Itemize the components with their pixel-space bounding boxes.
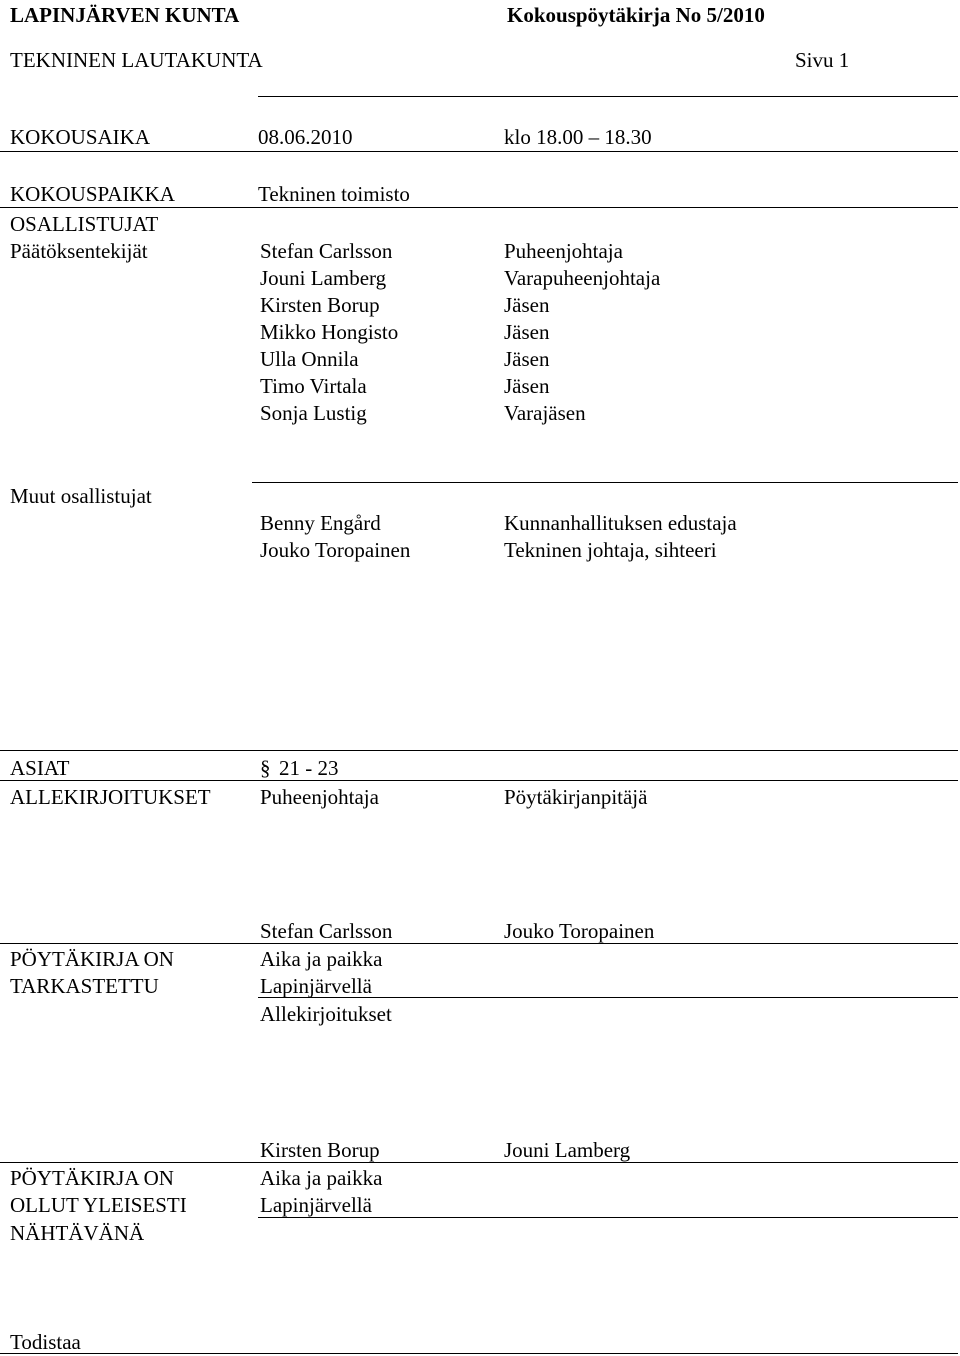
chair-name: Stefan Carlsson <box>260 919 393 943</box>
footer-divider <box>0 1353 958 1354</box>
meeting-date: 08.06.2010 <box>258 125 353 149</box>
public-label-line2: OLLUT YLEISESTI <box>10 1193 187 1217</box>
decision-maker-name: Jouni Lamberg <box>260 266 387 290</box>
decision-maker-role: Puheenjohtaja <box>504 239 623 263</box>
signatures-divider <box>0 780 958 781</box>
checked-divider <box>0 943 958 944</box>
decision-maker-role: Jäsen <box>504 374 550 398</box>
other-participant-name: Jouko Toropainen <box>260 538 411 562</box>
other-participants-divider <box>252 482 958 483</box>
other-participant-role: Tekninen johtaja, sihteeri <box>504 538 717 562</box>
signatures-label: ALLEKIRJOITUKSET <box>10 785 211 809</box>
public-place-time-label: Aika ja paikka <box>260 1166 383 1190</box>
meeting-place-label: KOKOUSPAIKKA <box>10 182 175 206</box>
decision-makers-label: Päätöksentekijät <box>10 239 148 263</box>
header-divider <box>258 96 958 97</box>
items-range: 21 - 23 <box>279 756 339 780</box>
items-label: ASIAT <box>10 756 70 780</box>
public-label-line1: PÖYTÄKIRJA ON <box>10 1166 174 1190</box>
meeting-place: Tekninen toimisto <box>258 182 410 206</box>
page-number: Sivu 1 <box>795 48 850 72</box>
items-divider <box>0 750 958 751</box>
decision-maker-name: Timo Virtala <box>260 374 367 398</box>
other-participant-role: Kunnanhallituksen edustaja <box>504 511 737 535</box>
public-signature-divider <box>258 1217 958 1218</box>
other-participants-label: Muut osallistujat <box>10 484 152 508</box>
decision-maker-name: Kirsten Borup <box>260 293 380 317</box>
checked-label-line1: PÖYTÄKIRJA ON <box>10 947 174 971</box>
public-signer-2: Jouni Lamberg <box>504 1138 631 1162</box>
decision-maker-name: Sonja Lustig <box>260 401 367 425</box>
decision-maker-name: Mikko Hongisto <box>260 320 399 344</box>
checked-signature-divider <box>258 997 958 998</box>
decision-maker-name: Stefan Carlsson <box>260 239 393 263</box>
secretary-label: Pöytäkirjanpitäjä <box>504 785 648 809</box>
meeting-time-label: KOKOUSAIKA <box>10 125 150 149</box>
decision-maker-name: Ulla Onnila <box>260 347 359 371</box>
public-label-line3: NÄHTÄVÄNÄ <box>10 1221 145 1245</box>
checked-place: Lapinjärvellä <box>260 974 372 998</box>
document-title: Kokouspöytäkirja No 5/2010 <box>507 3 765 27</box>
other-participant-name: Benny Engård <box>260 511 381 535</box>
checked-signatures-label: Allekirjoitukset <box>260 1002 392 1026</box>
checked-place-time-label: Aika ja paikka <box>260 947 383 971</box>
meeting-place-divider <box>0 207 958 208</box>
municipality-name: LAPINJÄRVEN KUNTA <box>10 3 240 27</box>
public-place: Lapinjärvellä <box>260 1193 372 1217</box>
participants-section-label: OSALLISTUJAT <box>10 212 159 236</box>
checked-label-line2: TARKASTETTU <box>10 974 159 998</box>
decision-maker-role: Jäsen <box>504 293 550 317</box>
public-signer-1: Kirsten Borup <box>260 1138 380 1162</box>
board-name: TEKNINEN LAUTAKUNTA <box>10 48 263 72</box>
decision-maker-role: Jäsen <box>504 320 550 344</box>
decision-maker-role: Jäsen <box>504 347 550 371</box>
secretary-name: Jouko Toropainen <box>504 919 655 943</box>
meeting-time-divider <box>0 151 958 152</box>
public-divider <box>0 1162 958 1163</box>
section-sign-icon: § <box>260 756 271 780</box>
chair-label: Puheenjohtaja <box>260 785 379 809</box>
decision-maker-role: Varajäsen <box>504 401 586 425</box>
meeting-time: klo 18.00 – 18.30 <box>504 125 652 149</box>
decision-maker-role: Varapuheenjohtaja <box>504 266 661 290</box>
certify-label: Todistaa <box>10 1330 81 1354</box>
